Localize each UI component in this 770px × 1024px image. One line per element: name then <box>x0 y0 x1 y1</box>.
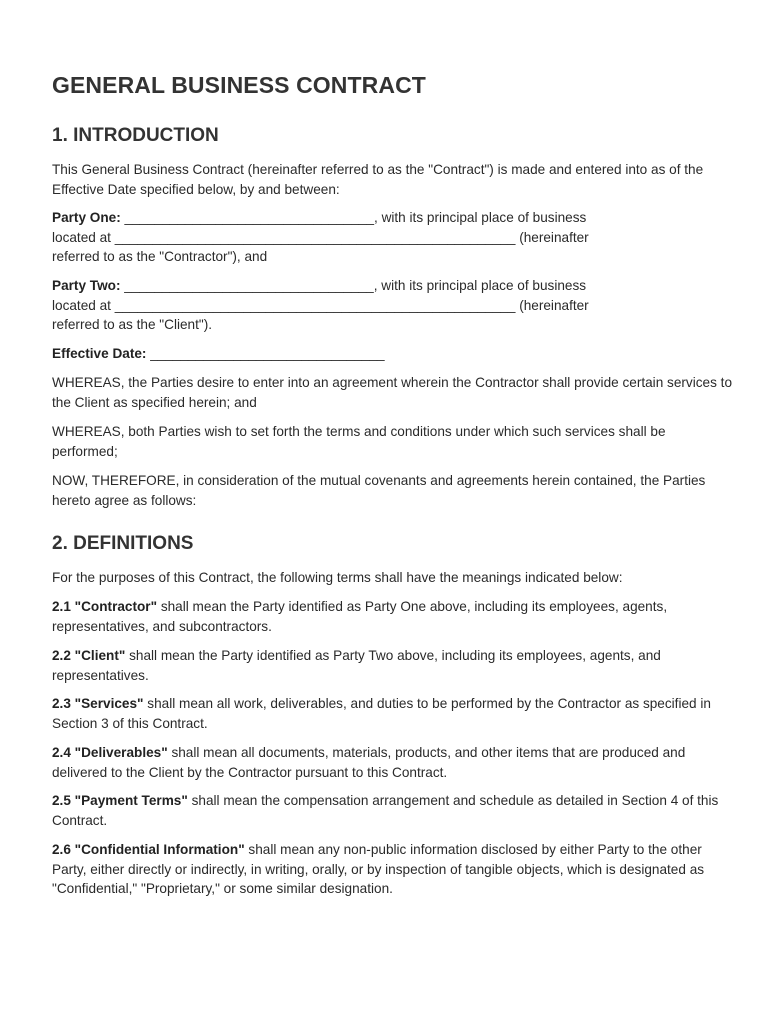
document-title: GENERAL BUSINESS CONTRACT <box>52 72 426 98</box>
definition-item <box>52 791 732 830</box>
definition-term: 2.4 "Deliverables" <box>52 745 168 760</box>
definitions-intro: For the purposes of this Contract, the following terms shall have the meanings indicated below: <box>52 570 623 585</box>
party-one-role-line: referred to as the "Contractor"), and <box>52 249 268 264</box>
party-two-label: Party Two: <box>52 278 121 293</box>
whereas-paragraph-1: WHEREAS, the Parties desire to enter into an agreement wherein the Contractor shall provide certain services to the Client as specified herein; and <box>52 375 733 410</box>
effective-date-blank: _______________________________ <box>146 346 385 361</box>
definition-item <box>52 597 732 636</box>
party-one-label: Party One: <box>52 210 121 225</box>
now-therefore-paragraph: NOW, THEREFORE, in consideration of the mutual covenants and agreements herein contained, the Parties hereto agree as follows: <box>52 473 706 508</box>
definition-text: shall mean the Party identified as Party Two above, including its employees, agents, and representatives. <box>52 648 661 683</box>
definition-item <box>52 646 732 685</box>
definition-text: shall mean all work, deliverables, and duties to be performed by the Contractor as specified in Section 3 of this Contract. <box>52 696 711 731</box>
definition-text: shall mean all documents, materials, products, and other items that are produced and delivered to the Client by the Contractor pursuant to this Contract. <box>52 745 686 780</box>
definition-text: shall mean the Party identified as Party One above, including its employees, agents, representatives, and subcontractors. <box>52 599 668 634</box>
effective-date-line <box>52 344 732 364</box>
definition-term: 2.5 "Payment Terms" <box>52 793 188 808</box>
definition-term: 2.2 "Client" <box>52 648 126 663</box>
whereas-paragraph-2: WHEREAS, both Parties wish to set forth the terms and conditions under which such services shall be performed; <box>52 424 666 459</box>
intro-paragraph: This General Business Contract (hereinafter referred to as the "Contract") is made and entered into as of the Effective Date specified below, by and between: <box>52 162 704 197</box>
party-two-role-line: referred to as the "Client"). <box>52 317 213 332</box>
effective-date-label: Effective Date: <box>52 346 147 361</box>
party-two-address-line: located at _____________________________________________________ (hereinafter <box>52 297 589 313</box>
definition-term: 2.1 "Contractor" <box>52 599 158 614</box>
party-two-name-line: _________________________________, with its principal place of business <box>120 278 587 293</box>
party-two-block <box>52 276 732 335</box>
party-one-block <box>52 208 732 267</box>
definition-item <box>52 694 732 733</box>
definition-item <box>52 840 732 899</box>
section-heading-definitions: 2. DEFINITIONS <box>52 533 194 554</box>
section-heading-introduction: 1. INTRODUCTION <box>52 125 219 146</box>
definition-term: 2.3 "Services" <box>52 696 144 711</box>
party-one-name-line: _________________________________, with its principal place of business <box>120 210 587 225</box>
definition-term: 2.6 "Confidential Information" <box>52 842 245 857</box>
definition-text: shall mean any non-public information disclosed by either Party to the other Party, either directly or indirectly, in writing, orally, or by inspection of tangible objects, which is designated as "Confidential," "Proprietary," or some similar designation. <box>52 842 705 896</box>
definition-text: shall mean the compensation arrangement and schedule as detailed in Section 4 of this Contract. <box>52 793 719 828</box>
party-one-address-line: located at _____________________________________________________ (hereinafter <box>52 229 589 245</box>
definition-item <box>52 743 732 782</box>
